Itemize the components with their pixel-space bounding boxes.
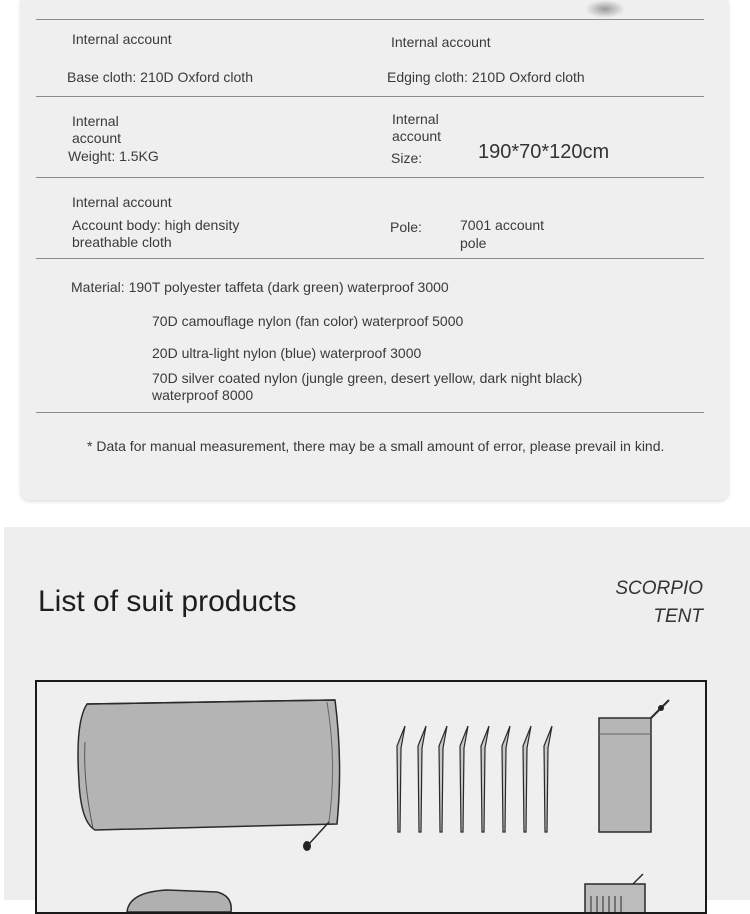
- divider: [36, 412, 704, 413]
- divider: [36, 96, 704, 97]
- tent-stakes-icon: [397, 726, 552, 832]
- repair-kit-icon: [585, 874, 645, 912]
- stake-bag-icon: [599, 700, 669, 832]
- base-cloth-value: Base cloth: 210D Oxford cloth: [67, 69, 253, 85]
- size-label: Size:: [391, 150, 423, 166]
- material-line-4: 70D silver coated nylon (jungle green, desert yellow, dark night black): [152, 370, 583, 386]
- pole-value-line2: pole: [460, 235, 487, 251]
- base-cloth-heading: Internal account: [72, 31, 172, 47]
- weight-value: Weight: 1.5KG: [68, 148, 159, 164]
- pole-bag-icon: [127, 890, 231, 912]
- body-value-line1: Account body: high density: [72, 217, 240, 233]
- suit-title: List of suit products: [38, 585, 297, 618]
- material-line-1: Material: 190T polyester taffeta (dark green) waterproof 3000: [71, 279, 449, 295]
- measurement-note: * Data for manual measurement, there may be a small amount of error, please prevail in kind.: [87, 438, 665, 454]
- pole-label: Pole:: [390, 219, 422, 235]
- divider: [36, 177, 704, 178]
- material-line-5: waterproof 8000: [152, 387, 254, 403]
- brand-line-1: SCORPIO: [615, 578, 703, 599]
- edging-cloth-value: Edging cloth: 210D Oxford cloth: [387, 69, 585, 85]
- top-smudge: [585, 0, 625, 18]
- size-heading-line1: Internal: [392, 111, 439, 127]
- material-line-3: 20D ultra-light nylon (blue) waterproof 3000: [152, 345, 422, 361]
- body-value-line2: breathable cloth: [72, 234, 172, 250]
- suit-illustration-panel: [35, 680, 707, 914]
- tent-bag-icon: [78, 700, 340, 851]
- body-heading: Internal account: [72, 194, 172, 210]
- material-line-2: 70D camouflage nylon (fan color) waterproof 5000: [152, 313, 464, 329]
- divider: [36, 19, 704, 20]
- pole-value-line1: 7001 account: [460, 217, 545, 233]
- size-value: 190*70*120cm: [478, 141, 610, 163]
- weight-heading-line2: account: [72, 130, 122, 146]
- edging-cloth-heading: Internal account: [391, 34, 491, 50]
- weight-heading-line1: Internal: [72, 113, 119, 129]
- size-heading-line2: account: [392, 128, 442, 144]
- brand-line-2: TENT: [653, 606, 703, 627]
- divider: [36, 258, 704, 259]
